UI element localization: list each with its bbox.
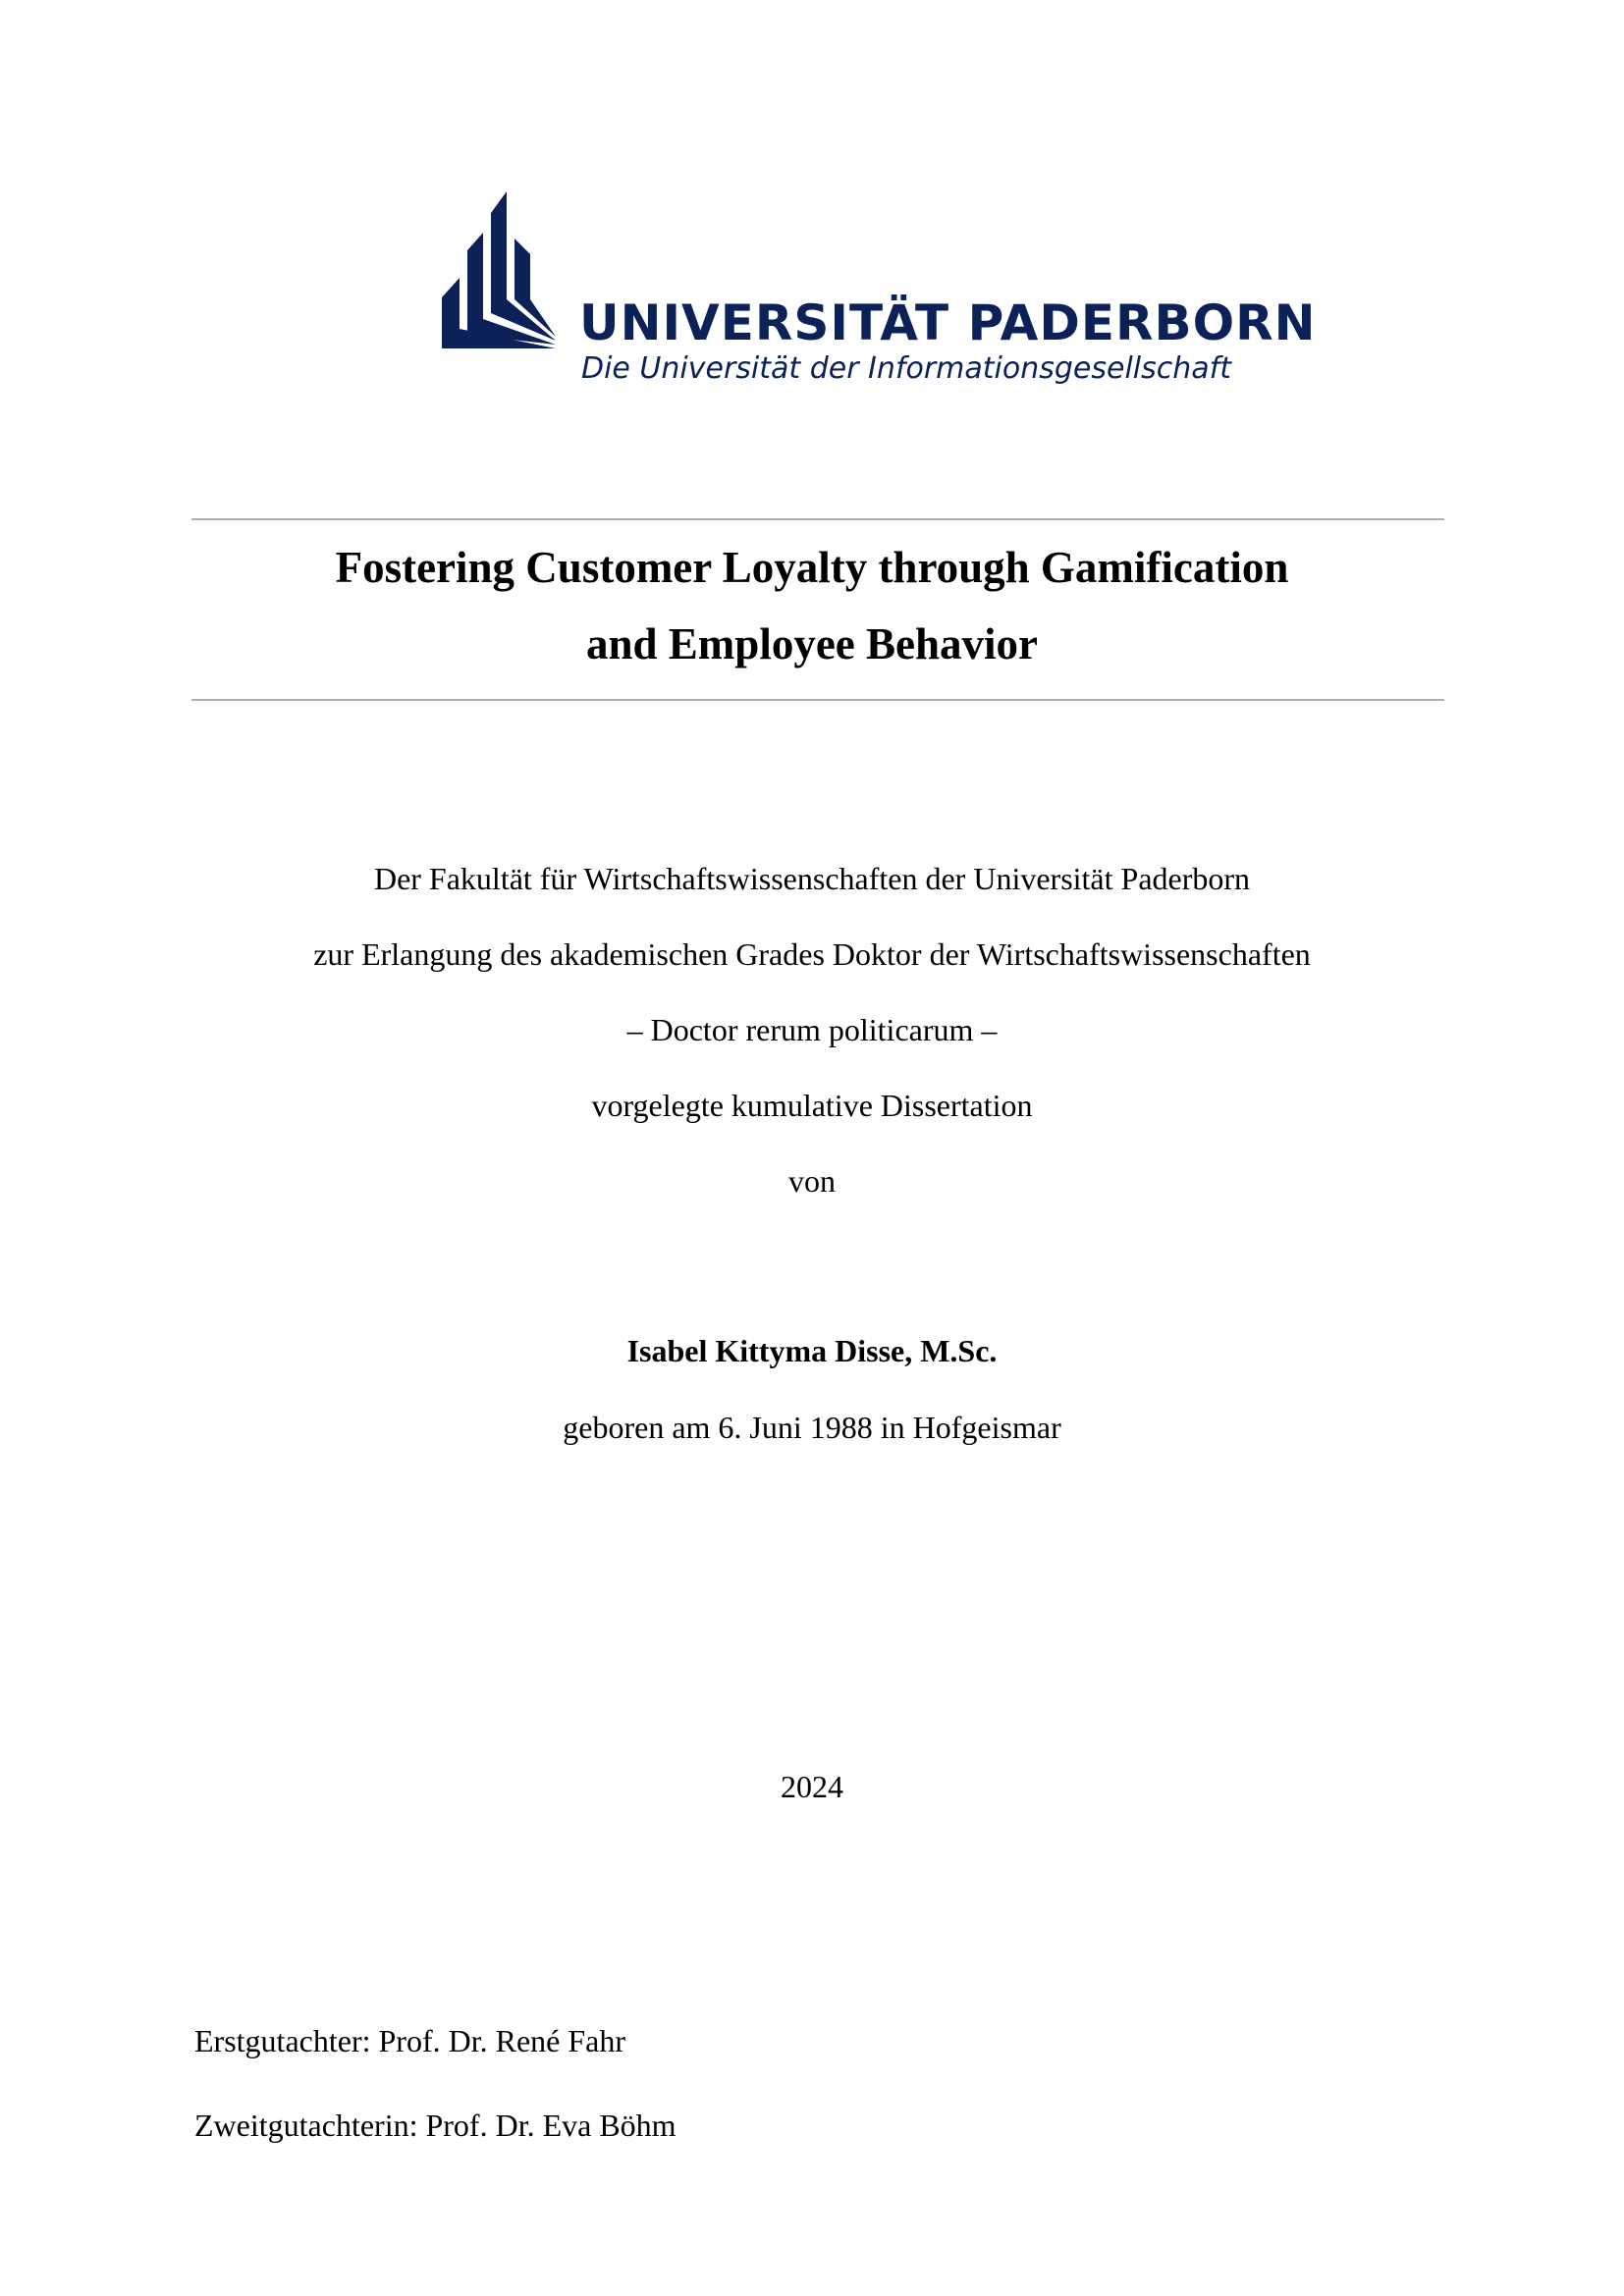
title-top-rule	[191, 518, 1444, 520]
degree-line: zur Erlangung des akademischen Grades Doktor der Wirtschaftswissenschaften	[313, 936, 1311, 972]
year: 2024	[781, 1769, 843, 1804]
second-reviewer: Zweitgutachterin: Prof. Dr. Eva Böhm	[194, 2108, 677, 2143]
dissertation-type-line: vorgelegte kumulative Dissertation	[591, 1088, 1033, 1123]
first-reviewer: Erstgutachter: Prof. Dr. René Fahr	[194, 2023, 625, 2058]
university-emblem-icon	[442, 191, 562, 348]
degree-latin-line: – Doctor rerum politicarum –	[626, 1012, 998, 1047]
author-name: Isabel Kittyma Disse, M.Sc.	[626, 1333, 998, 1368]
faculty-line: Der Fakultät für Wirtschaftswissenschaften der Universität Paderborn	[373, 861, 1251, 896]
von-line: von	[788, 1163, 836, 1199]
logo-tagline: Die Universität der Informationsgesellschaft	[581, 351, 1231, 386]
thesis-title-line2: and Employee Behavior	[585, 619, 1039, 668]
title-bottom-rule	[191, 699, 1444, 701]
logo-university-name: UNIVERSITÄT PADERBORN	[579, 294, 1317, 351]
author-birth: geboren am 6. Juni 1988 in Hofgeismar	[563, 1410, 1061, 1445]
thesis-title-line1: Fostering Customer Loyalty through Gamification	[335, 543, 1289, 592]
